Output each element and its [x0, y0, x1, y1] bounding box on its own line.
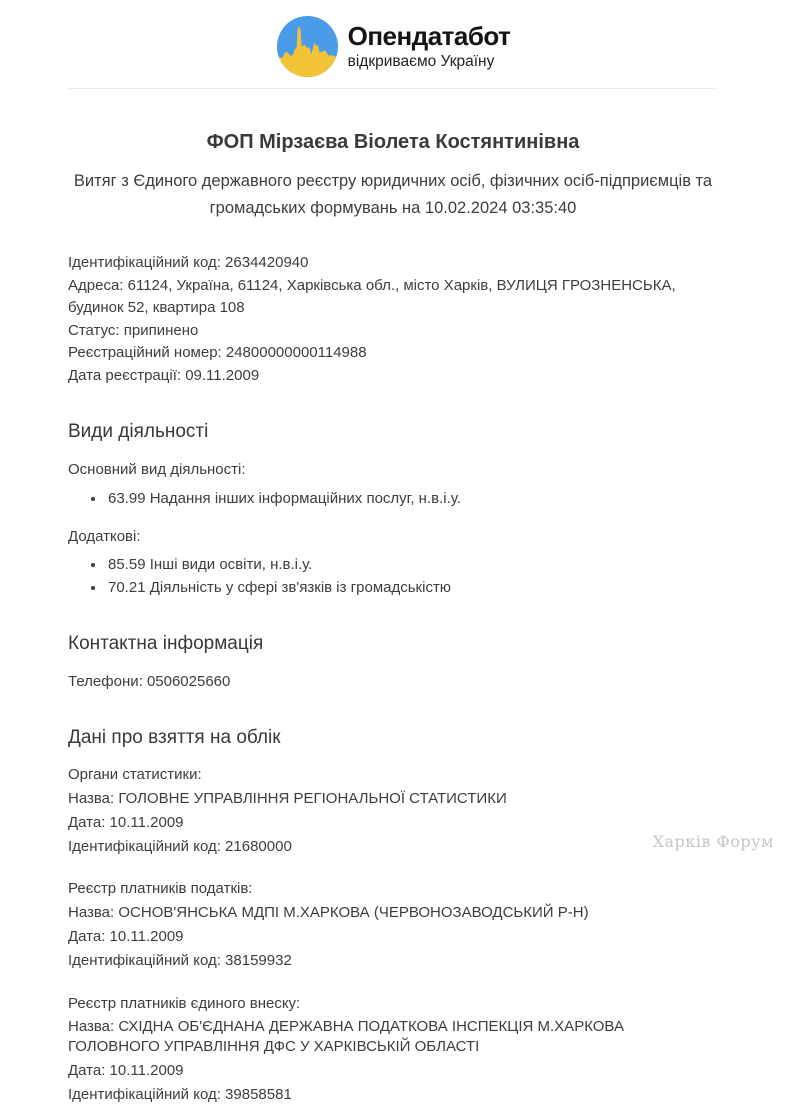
- block-title: Органи статистики:: [68, 766, 202, 784]
- block-title: Реєстр платників єдиного внеску:: [68, 994, 301, 1012]
- primary-activity-list: [68, 488, 718, 511]
- block-date-line: Дата: 10.11.2009: [68, 813, 184, 831]
- document-body: [68, 131, 718, 1109]
- block-name-line: Назва: СХІДНА ОБ'ЄДНАНА ДЕРЖАВНА ПОДАТКОВА ІНСПЕКЦІЯ М.ХАРКОВА ГОЛОВНОГО УПРАВЛІННЯ ДФС У ХАРКІВСЬКІЙ ОБЛАСТІ: [68, 1018, 624, 1056]
- unified-contribution-registry-block: [68, 994, 718, 1109]
- header-divider: [68, 88, 718, 89]
- registration-number-line: Реєстраційний номер: 24800000000114988: [68, 344, 367, 362]
- taxpayer-registry-block: [68, 879, 718, 974]
- identification-block: [68, 252, 718, 387]
- registration-date-line: Дата реєстрації: 09.11.2009: [68, 366, 260, 384]
- activity-item: • 70.21 Діяльність у сфері зв'язків із громадськістю: [106, 577, 718, 600]
- block-date-line: Дата: 10.11.2009: [68, 927, 184, 945]
- logo-brand-name: Опендатабот: [347, 21, 511, 52]
- document-subtitle: Витяг з Єдиного державного реєстру юридичних осіб, фізичних осіб-підприємців та громадських формувань на 10.02.2024 03:35:40: [73, 172, 713, 218]
- block-title: Реєстр платників податків:: [68, 880, 253, 898]
- registration-heading: Дані про взяття на облік: [68, 727, 281, 749]
- address-line: Адреса: 61124, Україна, 61124, Харківська обл., місто Харків, ВУЛИЦЯ ГРОЗНЕНСЬКА, будинок 52, квартира 108: [68, 276, 676, 317]
- identification-code-line: Ідентифікаційний код: 2634420940: [68, 254, 309, 272]
- block-name-line: Назва: ГОЛОВНЕ УПРАВЛІННЯ РЕГІОНАЛЬНОЇ СТАТИСТИКИ: [68, 789, 507, 807]
- opendatabot-logo: [276, 15, 511, 78]
- additional-activity-list: [68, 554, 718, 599]
- forum-watermark: Харків Форум: [652, 832, 774, 851]
- block-date-line: Дата: 10.11.2009: [68, 1061, 184, 1079]
- document-title: ФОП Мірзаєва Віолета Костянтинівна: [206, 131, 580, 153]
- logo-tagline: відкриваємо Україну: [347, 52, 495, 70]
- opendatabot-flag-skyline-icon: [276, 15, 339, 78]
- status-line: Статус: припинено: [68, 321, 199, 339]
- activity-item: • 63.99 Надання інших інформаційних послуг, н.в.і.у.: [106, 488, 718, 511]
- activities-heading: Види діяльності: [68, 421, 209, 443]
- activity-item: • 85.59 Інші види освіти, н.в.і.у.: [106, 554, 718, 577]
- block-code-line: Ідентифікаційний код: 21680000: [68, 837, 292, 855]
- phones-line: Телефони: 0506025660: [68, 673, 231, 691]
- logo-text: [348, 22, 511, 71]
- block-code-line: Ідентифікаційний код: 38159932: [68, 951, 292, 969]
- additional-activities-label: Додаткові:: [68, 527, 141, 545]
- block-code-line: Ідентифікаційний код: 39858581: [68, 1085, 292, 1103]
- page-header: [0, 0, 786, 78]
- primary-activity-label: Основний вид діяльності:: [68, 461, 246, 479]
- statistics-authority-block: [68, 765, 718, 860]
- block-name-line: Назва: ОСНОВ'ЯНСЬКА МДПІ М.ХАРКОВА (ЧЕРВОНОЗАВОДСЬКИЙ Р-Н): [68, 904, 589, 922]
- contacts-heading: Контактна інформація: [68, 633, 264, 655]
